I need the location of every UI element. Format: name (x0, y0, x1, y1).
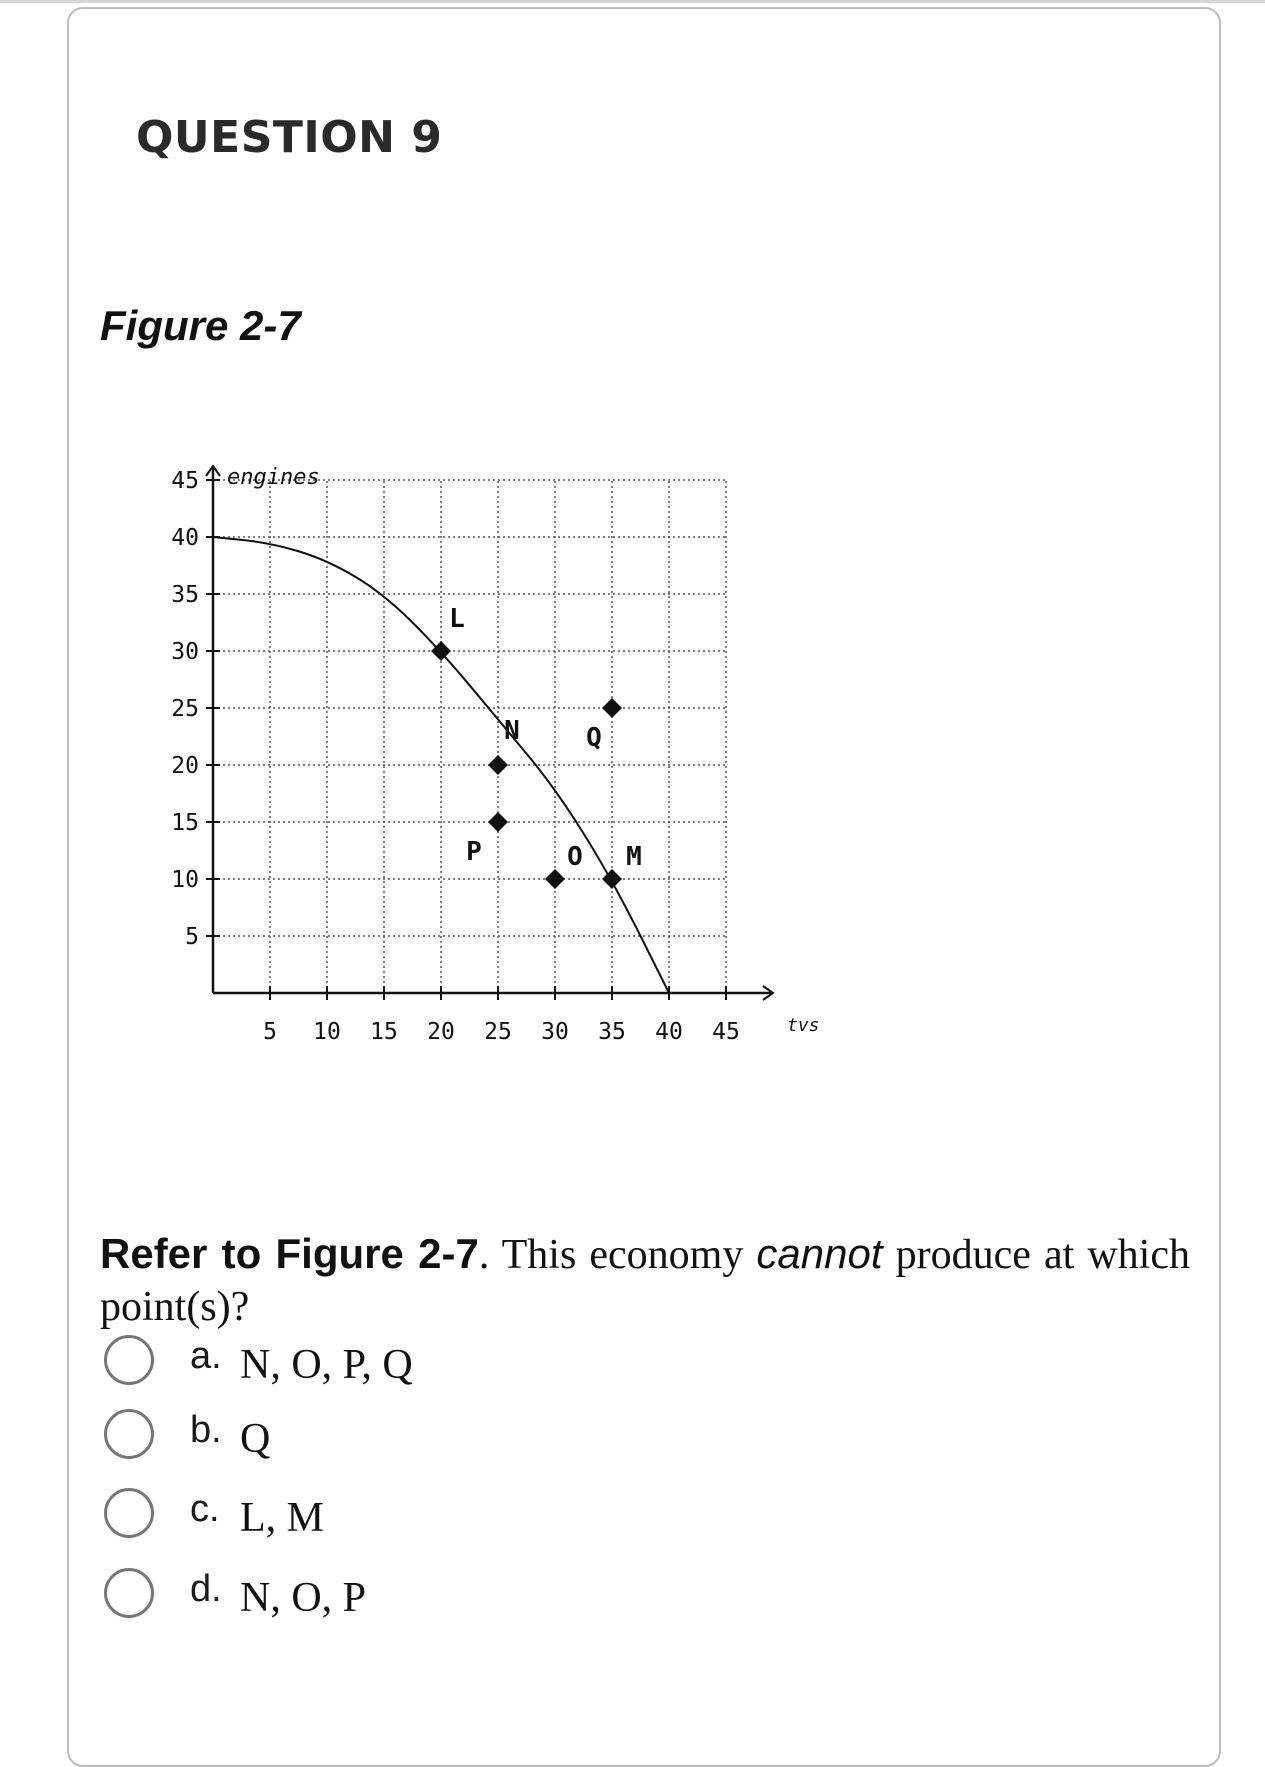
y-tick-label-35: 35 (171, 582, 199, 608)
x-tick-label-5: 5 (263, 1019, 277, 1045)
option-a-letter: a. (190, 1335, 222, 1377)
prompt-end: produce at which point(s)? (100, 1232, 1190, 1330)
top-divider (0, 0, 1265, 3)
y-axis-label: engines (227, 465, 320, 490)
question-prompt (100, 1228, 1190, 1333)
ppf-chart (140, 420, 860, 1060)
y-tick-label-45: 45 (171, 468, 199, 494)
option-d-letter: d. (190, 1568, 222, 1610)
point-N (488, 755, 508, 775)
point-M (602, 869, 622, 889)
option-b-text: Q (240, 1416, 271, 1462)
point-label-L: L (449, 604, 465, 634)
x-tick-label-25: 25 (484, 1019, 512, 1045)
prompt-figure-ref: Refer to Figure 2-7 (100, 1230, 479, 1277)
option-d-text: N, O, P (240, 1575, 367, 1621)
x-tick-label-30: 30 (541, 1019, 569, 1045)
x-tick-label-45: 45 (712, 1019, 740, 1045)
x-tick-label-40: 40 (655, 1019, 683, 1045)
point-Q (602, 698, 622, 718)
ppf-curve (213, 537, 669, 993)
point-label-Q: Q (586, 723, 602, 753)
point-P (488, 812, 508, 832)
option-a-text: N, O, P, Q (240, 1342, 413, 1388)
x-tick-label-35: 35 (598, 1019, 626, 1045)
chart-svg (140, 420, 860, 1060)
y-tick-label-15: 15 (171, 810, 199, 836)
x-tick-label-15: 15 (370, 1019, 398, 1045)
prompt-emphasis: cannot (756, 1230, 883, 1277)
option-c-letter: c. (190, 1488, 220, 1530)
point-label-N: N (504, 716, 520, 746)
prompt-mid: . This economy (478, 1232, 757, 1278)
y-tick-label-40: 40 (171, 525, 199, 551)
radio-button-a[interactable] (104, 1335, 154, 1385)
point-O (545, 869, 565, 889)
x-tick-label-10: 10 (313, 1019, 341, 1045)
y-tick-label-10: 10 (171, 867, 199, 893)
question-title: QUESTION 9 (136, 112, 443, 163)
radio-button-b[interactable] (104, 1409, 154, 1459)
x-tick-label-20: 20 (427, 1019, 455, 1045)
radio-button-d[interactable] (104, 1568, 154, 1618)
radio-button-c[interactable] (104, 1488, 154, 1538)
point-label-M: M (626, 842, 642, 872)
option-c-text: L, M (240, 1495, 324, 1541)
point-label-O: O (567, 842, 583, 872)
point-label-P: P (466, 837, 482, 867)
y-tick-label-20: 20 (171, 753, 199, 779)
x-axis-label: tvs (787, 1015, 820, 1036)
figure-title: Figure 2-7 (100, 302, 301, 349)
y-tick-label-30: 30 (171, 639, 199, 665)
y-tick-label-25: 25 (171, 696, 199, 722)
y-tick-label-5: 5 (185, 924, 199, 950)
option-b-letter: b. (190, 1409, 222, 1451)
